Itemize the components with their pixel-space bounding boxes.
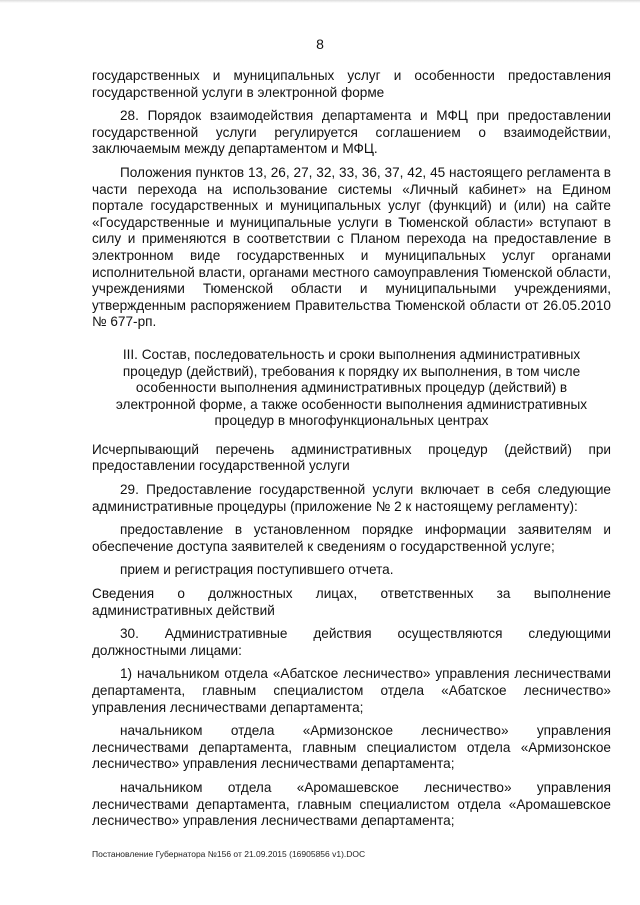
paragraph-group-after	[92, 442, 611, 830]
paragraph: 30. Административные действия осуществляются следующими должностными лицами:	[92, 626, 611, 658]
paragraph: предоставление в установленном порядке информации заявителям и обеспечение доступа заявителей к сведениям о государственной услуге;	[92, 522, 611, 554]
paragraph: начальником отдела «Аромашевское лесничество» управления лесничествами департамента, главным специалистом отдела «Аромашевское лесничество» управления лесничествами департамента;	[92, 779, 611, 829]
document-footer: Постановление Губернатора №156 от 21.09.2015 (16905856 v1).DOC	[92, 849, 366, 859]
paragraph: начальником отдела «Армизонское лесничество» управления лесничествами департамента, главным специалистом отдела «Армизонское лесничество» управления лесничествами департамента;	[92, 723, 611, 772]
paragraph: 28. Порядок взаимодействия департамента и МФЦ при предоставлении государственной услуги регулируется соглашением о взаимодействии, заключаемым между департаментом и МФЦ.	[92, 108, 611, 157]
paragraph: 29. Предоставление государственной услуги включает в себя следующие административные процедуры (приложение № 2 к настоящему регламенту):	[92, 482, 611, 514]
page-number: 8	[316, 36, 324, 52]
paragraph: Положения пунктов 13, 26, 27, 32, 33, 36, 37, 42, 45 настоящего регламента в части перехода на использование системы «Личный кабинет» на Едином портале государственных и муниципальных услуг (функций) и (или) на сайте «Государственные и муниципальные услуги в Тюменской области» вступают в силу и применяются в соответствии с Планом перехода на предоставление в электронном виде государственных и муниципальных услуг органами исполнительной власти, органами местного самоуправления Тюменской области, учреждениями Тюменской области и муниципальными учреждениями, утвержденным распоряжением Правительства Тюменской области от 26.05.2010 № 677-рп.	[92, 164, 612, 330]
section-heading: III. Состав, последовательность и сроки выполнения административных процедур (действий), требования к порядку их выполнения, в том числе особенности выполнения административных процедур (действий) в электронной форме, а также особенности выполнения административных процедур в многофункциональных центрах	[115, 346, 588, 429]
paragraph: Сведения о должностных лицах, ответственных за выполнение административных действий	[92, 586, 611, 618]
paragraph-group-before	[92, 68, 611, 331]
paragraph: государственных и муниципальных услуг и особенности предоставления государственной услуги в электронной форме	[92, 68, 611, 100]
document-body	[92, 68, 611, 837]
scan-edge	[0, 0, 640, 3]
paragraph: прием и регистрация поступившего отчета.	[120, 562, 394, 578]
paragraph: Исчерпывающий перечень административных процедур (действий) при предоставлении государственной услуги	[92, 441, 611, 474]
paragraph: 1) начальником отдела «Абатское лесничество» управления лесничествами департамента, главным специалистом отдела «Абатское лесничество» управления лесничествами департамента;	[92, 666, 611, 715]
